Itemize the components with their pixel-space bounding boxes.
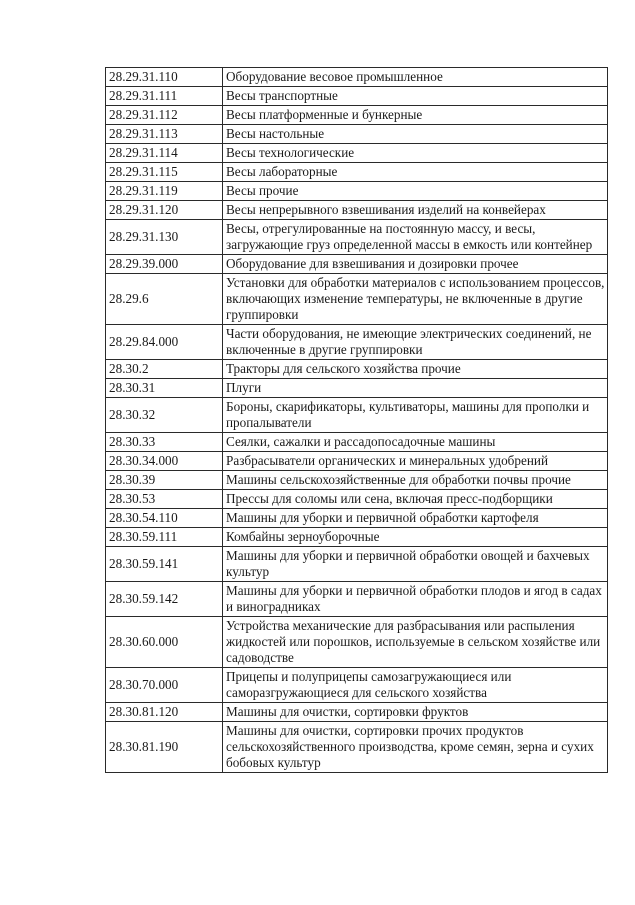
row-name-cell: Весы транспортные (223, 87, 608, 106)
row-code-cell: 28.29.31.112 (106, 106, 223, 125)
table-row (106, 220, 608, 255)
table-row (106, 379, 608, 398)
table-row (106, 201, 608, 220)
row-name-cell: Прицепы и полуприцепы самозагружающиеся или саморазгружающиеся для сельского хозяйства (223, 668, 608, 703)
table-body (106, 68, 608, 773)
table-row (106, 68, 608, 87)
row-code-cell: 28.30.32 (106, 398, 223, 433)
table-row (106, 452, 608, 471)
row-name-cell: Оборудование весовое промышленное (223, 68, 608, 87)
table-row (106, 668, 608, 703)
table-row (106, 471, 608, 490)
row-name-cell: Весы непрерывного взвешивания изделий на конвейерах (223, 201, 608, 220)
row-code-cell: 28.30.39 (106, 471, 223, 490)
row-name-cell: Прессы для соломы или сена, включая пресс-подборщики (223, 490, 608, 509)
table-row (106, 433, 608, 452)
table-row (106, 528, 608, 547)
row-name-cell: Машины для уборки и первичной обработки плодов и ягод в садах и виноградниках (223, 582, 608, 617)
row-name-cell: Машины сельскохозяйственные для обработки почвы прочие (223, 471, 608, 490)
row-name-cell: Оборудование для взвешивания и дозировки прочее (223, 255, 608, 274)
row-code-cell: 28.29.31.114 (106, 144, 223, 163)
row-name-cell: Сеялки, сажалки и рассадопосадочные машины (223, 433, 608, 452)
row-code-cell: 28.29.31.111 (106, 87, 223, 106)
row-code-cell: 28.30.59.142 (106, 582, 223, 617)
row-name-cell: Весы прочие (223, 182, 608, 201)
row-code-cell: 28.30.70.000 (106, 668, 223, 703)
row-code-cell: 28.29.6 (106, 274, 223, 325)
row-name-cell: Машины для уборки и первичной обработки овощей и бахчевых культур (223, 547, 608, 582)
row-name-cell: Весы, отрегулированные на постоянную массу, и весы, загружающие груз определенной массы в емкость или контейнер (223, 220, 608, 255)
table-row (106, 360, 608, 379)
row-name-cell: Установки для обработки материалов с использованием процессов, включающих изменение температуры, не включенные в другие группировки (223, 274, 608, 325)
row-name-cell: Весы настольные (223, 125, 608, 144)
table-row (106, 617, 608, 668)
classification-table (105, 67, 608, 773)
row-code-cell: 28.30.81.190 (106, 722, 223, 773)
table-row (106, 325, 608, 360)
row-code-cell: 28.30.60.000 (106, 617, 223, 668)
row-name-cell: Тракторы для сельского хозяйства прочие (223, 360, 608, 379)
row-code-cell: 28.30.33 (106, 433, 223, 452)
row-name-cell: Машины для очистки, сортировки прочих продуктов сельскохозяйственного производства, кроме семян, зерна и сухих бобовых культур (223, 722, 608, 773)
row-code-cell: 28.29.39.000 (106, 255, 223, 274)
row-code-cell: 28.30.81.120 (106, 703, 223, 722)
row-name-cell: Части оборудования, не имеющие электрических соединений, не включенные в другие группировки (223, 325, 608, 360)
row-name-cell: Плуги (223, 379, 608, 398)
table-row (106, 547, 608, 582)
row-name-cell: Машины для очистки, сортировки фруктов (223, 703, 608, 722)
table-row (106, 490, 608, 509)
row-name-cell: Устройства механические для разбрасывания или распыления жидкостей или порошков, используемые в сельском хозяйстве или садоводстве (223, 617, 608, 668)
row-code-cell: 28.30.31 (106, 379, 223, 398)
row-code-cell: 28.30.59.111 (106, 528, 223, 547)
table-row (106, 703, 608, 722)
row-name-cell: Весы платформенные и бункерные (223, 106, 608, 125)
row-name-cell: Машины для уборки и первичной обработки картофеля (223, 509, 608, 528)
row-code-cell: 28.29.31.130 (106, 220, 223, 255)
row-code-cell: 28.30.53 (106, 490, 223, 509)
row-code-cell: 28.29.31.120 (106, 201, 223, 220)
table-row (106, 509, 608, 528)
table-row (106, 125, 608, 144)
row-code-cell: 28.29.31.119 (106, 182, 223, 201)
row-name-cell: Весы технологические (223, 144, 608, 163)
row-name-cell: Весы лабораторные (223, 163, 608, 182)
row-code-cell: 28.30.34.000 (106, 452, 223, 471)
row-name-cell: Разбрасыватели органических и минеральных удобрений (223, 452, 608, 471)
table-row (106, 722, 608, 773)
table-row (106, 398, 608, 433)
table-row (106, 87, 608, 106)
table-row (106, 106, 608, 125)
row-name-cell: Бороны, скарификаторы, культиваторы, машины для прополки и пропалыватели (223, 398, 608, 433)
table-row (106, 182, 608, 201)
table-row (106, 255, 608, 274)
row-code-cell: 28.30.2 (106, 360, 223, 379)
row-code-cell: 28.30.54.110 (106, 509, 223, 528)
row-code-cell: 28.29.31.113 (106, 125, 223, 144)
table-row (106, 274, 608, 325)
row-code-cell: 28.30.59.141 (106, 547, 223, 582)
table-row (106, 144, 608, 163)
row-code-cell: 28.29.31.115 (106, 163, 223, 182)
table-row (106, 582, 608, 617)
row-code-cell: 28.29.84.000 (106, 325, 223, 360)
row-name-cell: Комбайны зерноуборочные (223, 528, 608, 547)
table-row (106, 163, 608, 182)
row-code-cell: 28.29.31.110 (106, 68, 223, 87)
